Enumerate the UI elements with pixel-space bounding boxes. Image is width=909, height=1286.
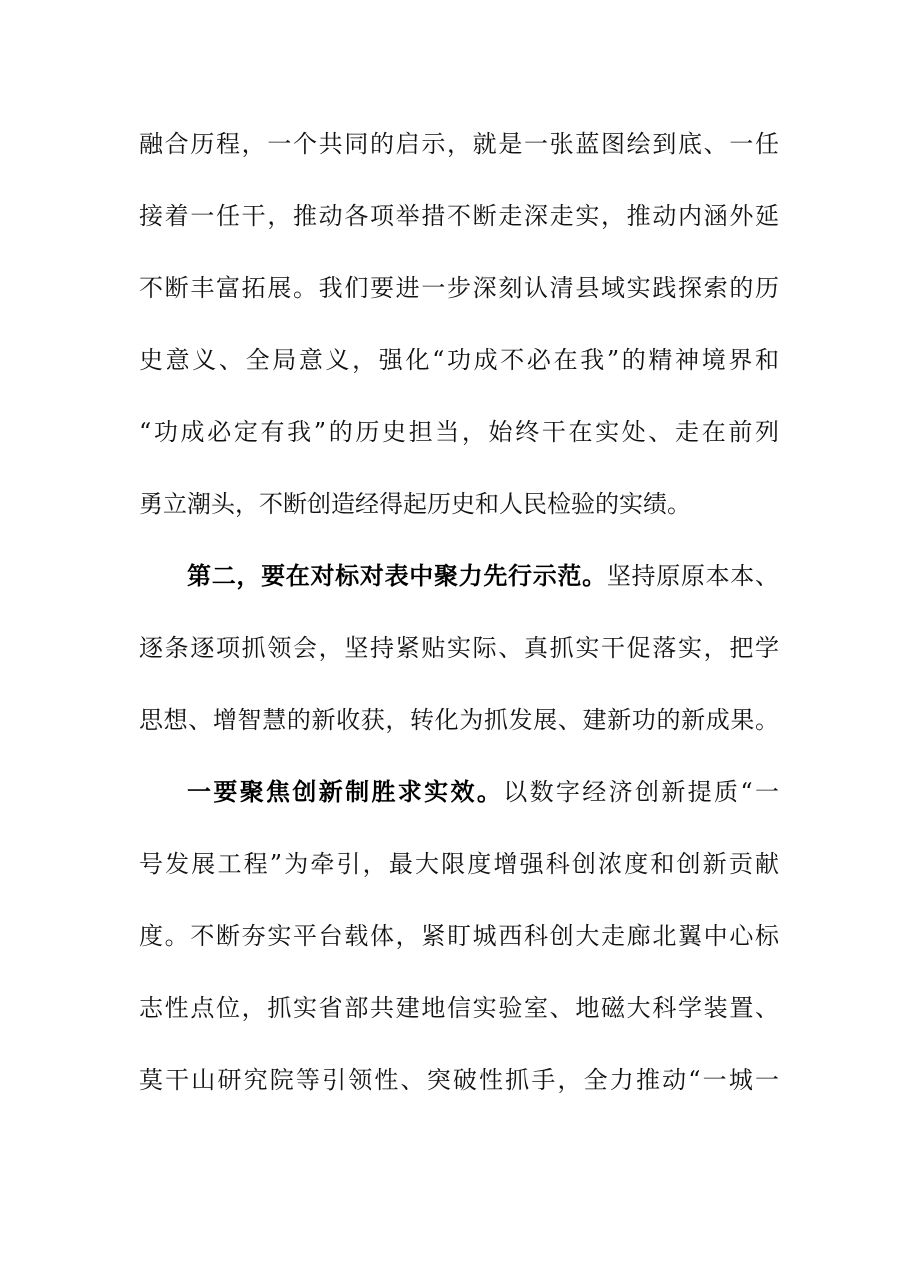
- paragraph-line: “功成必定有我”的历史担当，始终干在实处、走在前列: [139, 418, 779, 446]
- paragraph-line: 逐条逐项抓领会，坚持紧贴实际、真抓实干促落实，把学: [139, 634, 779, 662]
- paragraph-line: 思想、增智慧的新收获，转化为抓发展、建新功的新成果。: [139, 706, 779, 734]
- paragraph-line: 史意义、全局意义，强化“功成不必在我”的精神境界和: [139, 346, 779, 374]
- paragraph-line: 莫干山研究院等引领性、突破性抓手，全力推动“一城一: [139, 1066, 779, 1094]
- paragraph-line: 不断丰富拓展。我们要进一步深刻认清县域实践探索的历: [139, 274, 779, 302]
- section-heading-line: [187, 556, 779, 596]
- subsection-heading: 一要聚焦创新制胜求实效。: [187, 777, 504, 806]
- paragraph-line: 度。不断夯实平台载体，紧盯城西科创大走廊北翼中心标: [139, 922, 779, 950]
- paragraph-line: 号发展工程”为牵引，最大限度增强科创浓度和创新贡献: [139, 850, 779, 878]
- paragraph-text: 以数字经济创新提质“一: [503, 778, 779, 806]
- section-heading: 第二，要在对标对表中聚力先行示范。: [187, 561, 607, 590]
- paragraph-line: 融合历程，一个共同的启示，就是一张蓝图绘到底、一任: [139, 130, 779, 158]
- paragraph-line: 接着一任干，推动各项举措不断走深走实，推动内涵外延: [139, 202, 779, 230]
- paragraph-line: 志性点位，抓实省部共建地信实验室、地磁大科学装置、: [139, 994, 779, 1022]
- paragraph-line: 勇立潮头，不断创造经得起历史和人民检验的实绩。: [139, 490, 691, 518]
- paragraph-text: 坚持原原本本、: [606, 562, 779, 590]
- subsection-heading-line: [187, 772, 779, 812]
